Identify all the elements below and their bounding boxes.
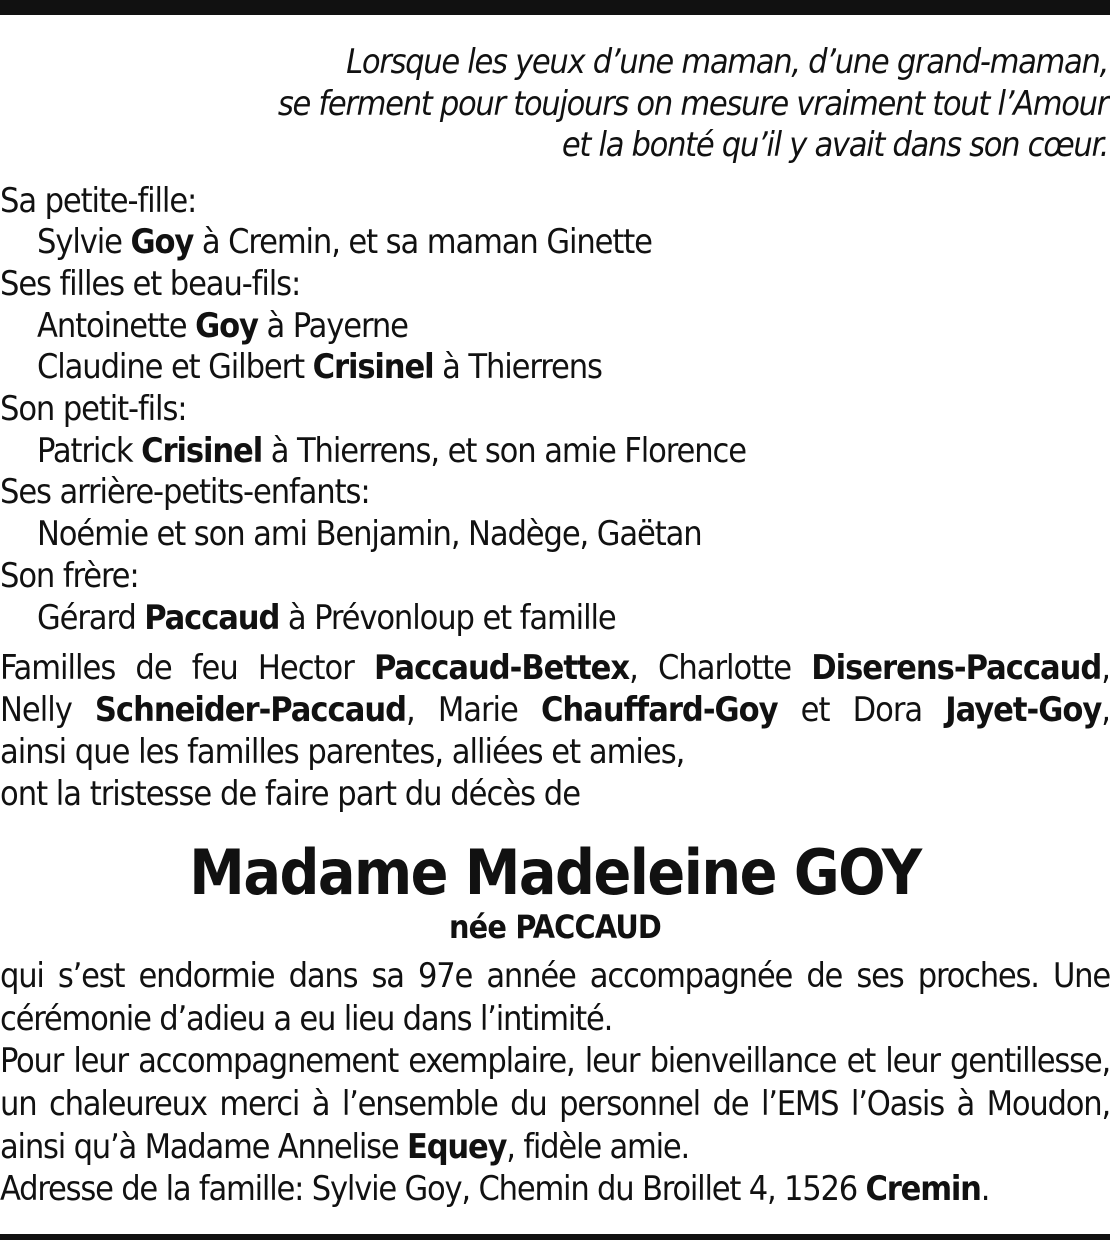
family-heading: Sa petite-fille: [0,180,197,221]
quote-line: Lorsque les yeux d’une maman, d’une grand-maman, [346,42,1108,82]
families-line: ainsi que les familles parentes, alliées et amies, [0,732,685,773]
message-line: un chaleureux merci à l’ensemble du personnel de l’EMS l’Oasis à Moudon, [0,1084,1110,1125]
deceased-name: Madame Madeleine GOY [189,836,921,910]
message-line: cérémonie d’adieu a eu lieu dans l’intimité. [0,998,613,1039]
family-member: Patrick Crisinel à Thierrens, et son amie Florence [37,430,746,471]
quote-line: et la bonté qu’il y avait dans son cœur. [561,125,1108,165]
families-line: Familles de feu Hector Paccaud-Bettex, Charlotte Diserens-Paccaud, [0,648,1110,689]
message-line: qui s’est endormie dans sa 97e année accompagnée de ses proches. Une [0,956,1110,997]
family-heading: Ses arrière-petits-enfants: [0,472,370,513]
epigraph-quote [0,42,1108,167]
family-heading: Son petit-fils: [0,389,187,430]
families-line: Nelly Schneider-Paccaud, Marie Chauffard-Goy et Dora Jayet-Goy, [0,690,1110,731]
family-member: Sylvie Goy à Cremin, et sa maman Ginette [37,222,652,263]
family-member: Gérard Paccaud à Prévonloup et famille [37,597,616,638]
notice-message [0,955,1110,1211]
message-line: Pour leur accompagnement exemplaire, leur bienveillance et leur gentillesse, [0,1041,1110,1082]
bottom-rule [0,1234,1110,1240]
families-line: ont la tristesse de faire part du décès de [0,774,581,815]
top-rule [0,0,1110,15]
family-member: Claudine et Gilbert Crisinel à Thierrens [37,347,602,388]
quote-line: se ferment pour toujours on mesure vraiment tout l’Amour [277,83,1108,124]
family-heading: Son frère: [0,555,139,596]
other-families [0,647,1110,815]
family-member: Antoinette Goy à Payerne [37,305,408,346]
obituary-notice [0,42,1110,1211]
message-line: ainsi qu’à Madame Annelise Equey, fidèle amie. [0,1126,690,1167]
maiden-name: née PACCAUD [448,908,662,947]
family-heading: Ses filles et beau-fils: [0,263,301,304]
family-list [0,181,1110,640]
family-member: Noémie et son ami Benjamin, Nadège, Gaëtan [37,514,702,555]
family-address: Adresse de la famille: Sylvie Goy, Chemin du Broillet 4, 1526 Cremin. [0,1169,990,1210]
